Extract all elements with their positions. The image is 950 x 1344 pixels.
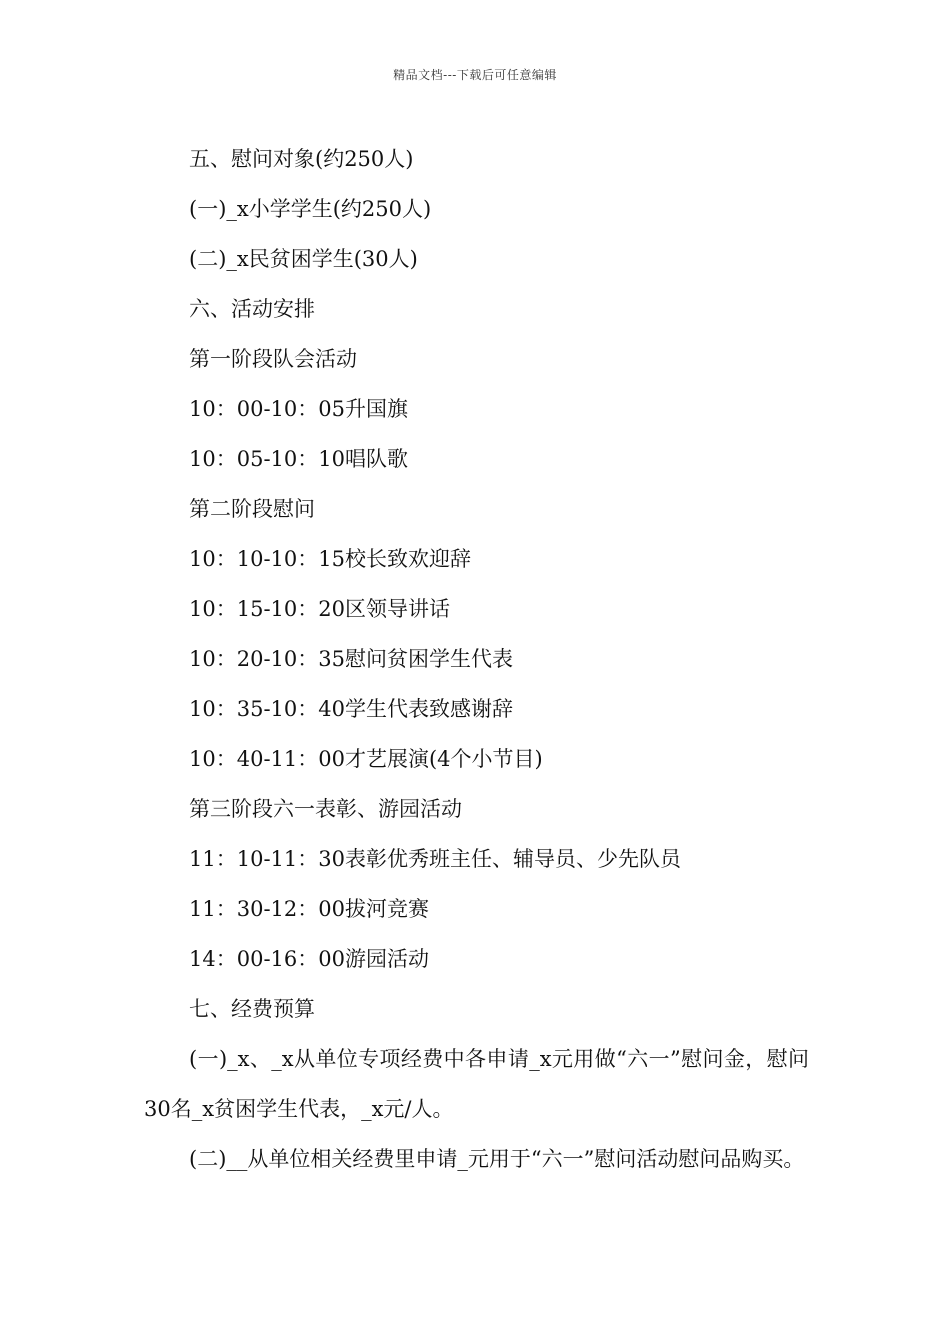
schedule-item: 10：05-10：10唱队歌: [189, 447, 408, 471]
section-heading-recipients: 五、慰问对象(约250人): [189, 147, 414, 171]
schedule-item: 10：35-10：40学生代表致感谢辞: [189, 697, 513, 721]
page-header: 精品文档---下载后可任意编辑: [393, 68, 557, 82]
schedule-item: 10：00-10：05升国旗: [189, 397, 408, 421]
schedule-item: 11：30-12：00拔河竞赛: [189, 897, 429, 921]
schedule-phase-3: 第三阶段六一表彰、游园活动: [189, 797, 462, 821]
section-heading-budget: 七、经费预算: [189, 997, 315, 1021]
recipient-item-2: (二)_x民贫困学生(30人): [189, 247, 418, 271]
document-body: [144, 134, 809, 1184]
budget-paragraph-1: (一)_x、_x从单位专项经费中各申请_x元用做“六一”慰问金，慰问30名_x贫困学生代表，_x元/人。: [144, 1047, 809, 1121]
schedule-item: 10：40-11：00才艺展演(4个小节目): [189, 747, 543, 771]
schedule-phase-2: 第二阶段慰问: [189, 497, 315, 521]
schedule-item: 14：00-16：00游园活动: [189, 947, 429, 971]
recipient-item-1: (一)_x小学学生(约250人): [189, 197, 432, 221]
schedule-item: 10：15-10：20区领导讲话: [189, 597, 450, 621]
section-heading-schedule: 六、活动安排: [189, 297, 315, 321]
schedule-item: 10：20-10：35慰问贫困学生代表: [189, 647, 513, 671]
budget-paragraph-2: (二)__从单位相关经费里申请_元用于“六一”慰问活动慰问品购买。: [189, 1147, 805, 1171]
schedule-item: 11：10-11：30表彰优秀班主任、辅导员、少先队员: [189, 847, 681, 871]
schedule-item: 10：10-10：15校长致欢迎辞: [189, 547, 471, 571]
schedule-phase-1: 第一阶段队会活动: [189, 347, 357, 371]
